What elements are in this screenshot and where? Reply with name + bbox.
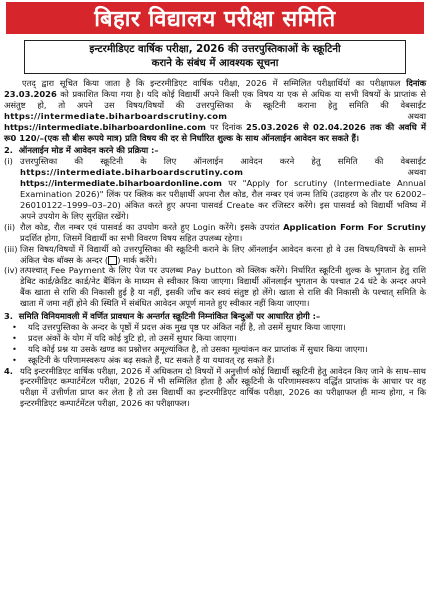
step-i-text-b: अथवा xyxy=(243,167,426,178)
step-ii-number: (ii) xyxy=(4,221,16,232)
section-4 xyxy=(4,366,426,410)
step-ii-text-c: प्रदर्शित होगा, जिसमें विद्यार्थी का सभी विवरण विषय सहित उपलब्ध रहेगा। xyxy=(20,232,243,243)
intro-text-b: को प्रकाशित किया गया है। यदि कोई विद्यार्थी अपने किसी एक विषय या एक से अधिक या सभी विषयों के प्राप्तांक से असंतुष्ट हो, तो अपने उस विषय/विषयों की उत्तरपुस्तिका के स्क्रूटिनी कराना हेतु समिति की वेबसाईट xyxy=(4,88,426,110)
board-online-url-link[interactable]: https://intermediate.biharboardonline.com xyxy=(4,121,206,132)
step-ii-text-a: रौल कोड, रौल नम्बर एवं पासवर्ड का उपयोग करते हुए Login करेंगे। इसके उपरांत xyxy=(20,221,284,232)
scrutiny-url-link[interactable]: https://intermediate.biharboardscrutiny.com xyxy=(4,110,228,121)
step-iv-number: (iv) xyxy=(4,265,18,276)
intro-paragraph xyxy=(4,78,426,143)
scrutiny-point-2: प्रदत्त अंकों के योग में यदि कोई त्रुटि हो, तो उसमें सुधार किया जाएगा। xyxy=(28,332,237,343)
intro-text-a: एतद् द्वारा सूचित किया जाता है कि इन्टरमीडिएट वार्षिक परीक्षा, 2026 में सम्मिलित परीक्षार्थियों का परीक्षाफल xyxy=(22,78,407,88)
checkbox-icon xyxy=(108,256,117,265)
step-iv-text: तत्पश्चात् Fee Payment के लिए पेज पर उपलब्ध Pay button को क्लिक करेंगे। निर्धारित स्क्रूटिनी शुल्क के भुगतान हेतु राशि डेबिट कार्ड/क्रेडिट कार्ड/नेट बैंकिंग के माध्यम से स्वीकार किया जाएगा। विद्यार्थी ऑनलाईन भुगतान के पश्चात 24 घंटे के अन्दर अपने बैंक खाता से राशि की निकासी हुई है या नहीं, इसकी जाँच कर स्वयं संतुष्ट हो लेंगे। खाता से राशि की निकासी के पश्चात् समिति के खाता में जमा नहीं होने की स्थिति में संबंधित आवेदन अपूर्ण मानते हुए स्वीकार नहीं किया जाएगा। xyxy=(20,265,426,309)
bullet-icon: • xyxy=(12,321,17,332)
list-item xyxy=(4,355,426,366)
step-iii xyxy=(4,244,426,266)
step-i-text-c: पर "Apply for scrutiny (Intermediate Annual Examination 2026)" लिंक पर क्लिक कर परीक्षार्थी अपना रौल कोड, रौल नम्बर एवं जन्म तिथि (उदाहरण के तौर पर 62002–26010122–1999–03–20) अंकित करते हुए अपना पासवर्ड Create कर रजिस्टर करेंगे। इस पासवर्ड को विद्यार्थी भविष्य में अपने उपयोग के लिए सुरक्षित रखेंगे। xyxy=(20,178,426,221)
result-date: दिनांक 23.03.2026 xyxy=(4,78,426,99)
step-iii-text-b: ) मार्क करेंगे। xyxy=(117,254,158,265)
list-item xyxy=(4,333,426,344)
step-iii-text-a: जिस विषय/विषयों में विद्यार्थी को उत्तरपुस्तिका की स्क्रूटिनी कराने के लिए ऑनलाईन आवेदन करना हो वे उस विषय/विषयों के सामने अंकित चेक बॉक्स के अन्दर ( xyxy=(20,243,426,265)
section-4-text: यदि इन्टरमीडिएट वार्षिक परीक्षा, 2026 में अधिकतम दो विषयों में अनुत्तीर्ण कोई विद्यार्थी स्क्रूटिनी हेतु आवेदन किए जाने के साथ–साथ इन्टरमीडिएट कम्पार्टमेंटल परीक्षा, 2026 में भी सम्मिलित होता है और स्क्रूटिनी के परिणामस्वरूप वर्द्धित प्राप्तांक के आधार पर वह परीक्षा में उत्तीर्णता प्राप्त कर लेता है तो उस विद्यार्थी का इन्टरमीडिएट वार्षिक परीक्षा, 2026 का परीक्षाफल ही मान्य होगा, न कि इन्टरमीडिएट कम्पार्टमेंटल परीक्षा, 2026 का परीक्षाफल। xyxy=(20,365,426,409)
step-ii xyxy=(4,222,426,244)
application-form-label: Application Form For Scrutiny xyxy=(283,221,426,232)
step-i xyxy=(4,156,426,221)
subject-line-1: इन्टरमीडिएट वार्षिक परीक्षा, 2026 की उत्तरपुस्तिकाओं के स्क्रूटिनी xyxy=(89,44,341,55)
bullet-icon: • xyxy=(12,332,17,343)
bullet-icon: • xyxy=(12,354,17,365)
step-i-number: (i) xyxy=(4,156,13,167)
step-iii-number: (iii) xyxy=(4,243,18,254)
subject-line-2: कराने के संबंध में आवश्यक सूचना xyxy=(151,58,279,69)
bullet-icon: • xyxy=(12,343,17,354)
scrutiny-point-1: यदि उत्तरपुस्तिका के अन्दर के पृष्ठों में प्रदत्त अंक मुख पृष्ठ पर अंकित नहीं है, तो उसमें सुधार किया जाएगा। xyxy=(28,321,346,332)
intro-text-d: पर दिनांक xyxy=(205,121,247,132)
section-3-title: समिति विनियमावली में वर्णित प्रावधान के अन्तर्गत स्क्रूटिनी निम्नांकित बिन्दुओं पर आधारित होगी :– xyxy=(18,311,321,322)
section-3-heading xyxy=(4,311,426,322)
step-iv xyxy=(4,265,426,309)
scrutiny-point-4: स्क्रूटिनी के परिणामस्वरूप अंक बढ़ सकते हैं, घट सकते हैं या यथावत् रह सकते हैं। xyxy=(28,354,275,365)
list-item xyxy=(4,344,426,355)
notice-body xyxy=(4,78,426,409)
section-2-heading xyxy=(4,145,426,156)
notice-page xyxy=(0,2,430,596)
section-3-number: 3. xyxy=(4,311,13,322)
page-title: बिहार विद्यालय परीक्षा समिति xyxy=(6,2,424,34)
scrutiny-point-3: यदि कोई प्रश्न या उसके खण्ड का प्रश्नोत्तर अमूल्यांकित है, तो उसका मूल्यांकन कर प्राप्तांक में सुधार किया जाएगा। xyxy=(28,343,368,354)
list-item xyxy=(4,322,426,333)
section-2-number: 2. xyxy=(4,145,13,156)
notice-subject-box xyxy=(24,40,406,74)
intro-text-c: अथवा xyxy=(227,110,426,121)
section-4-number: 4. xyxy=(4,365,13,376)
step-i-scrutiny-url-link[interactable]: https://intermediate.biharboardscrutiny.com xyxy=(20,167,244,178)
section-2-title: ऑनलाईन मोड में आवेदन करने की प्रक्रिया :– xyxy=(18,145,159,156)
step-i-text-a: उत्तरपुस्तिका की स्क्रूटिनी के लिए ऑनलाईन आवेदन करने हेतु समिति की वेबसाईट xyxy=(20,156,426,167)
step-i-board-url-link[interactable]: https://intermediate.biharboardonline.com xyxy=(20,178,222,189)
application-dates-fee: 25.03.2026 से 02.04.2026 तक की अवधि में रू0 120/–(एक सौ बीस रूपये मात्र) प्रति विषय की दर से निर्धारित शुल्क के साथ ऑनलाईन आवेदन कर सकते हैं। xyxy=(4,121,426,143)
